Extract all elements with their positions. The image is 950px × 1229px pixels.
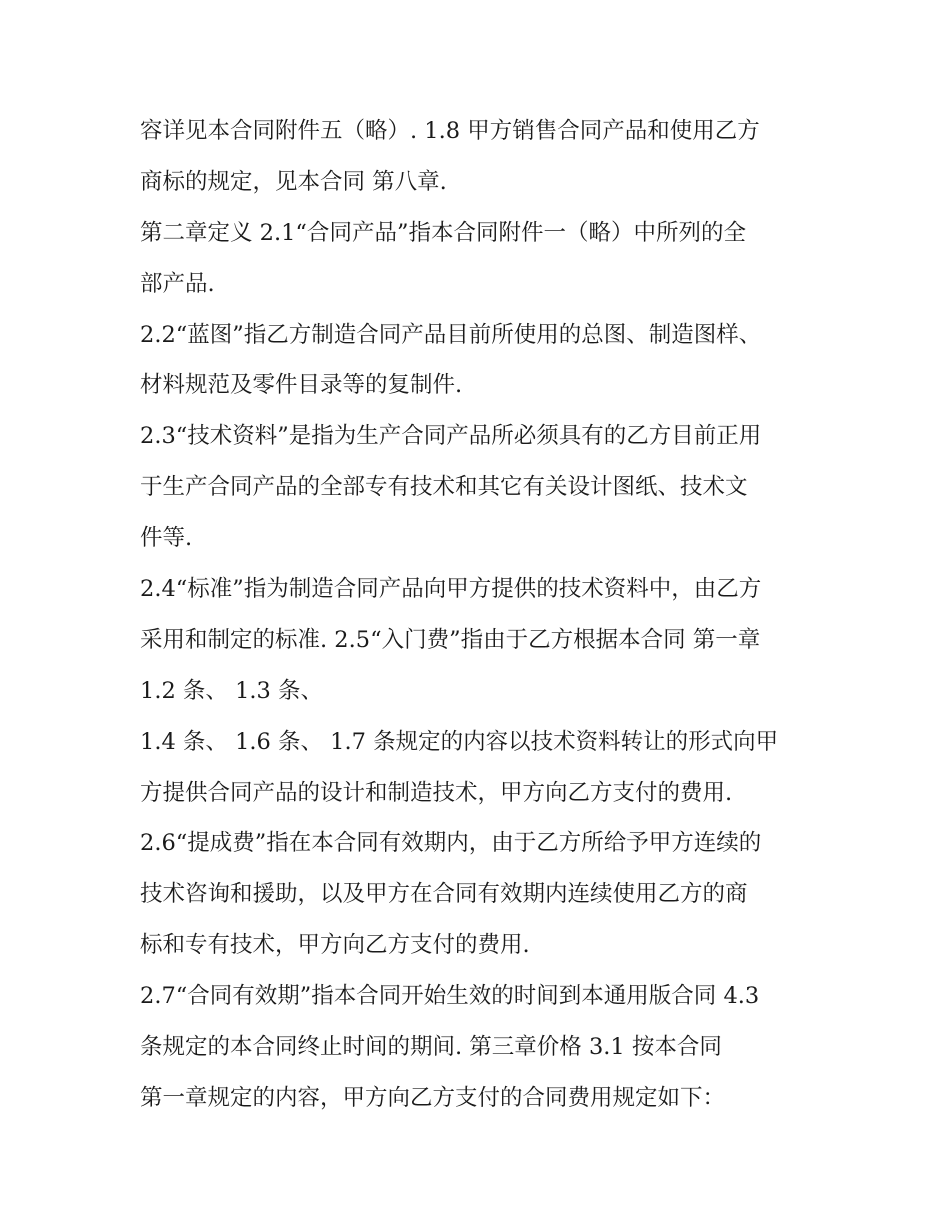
text-line: 商标的规定，见本合同 第八章. (140, 168, 447, 195)
text-line: 标和专有技术，甲方向乙方支付的费用. (140, 932, 530, 959)
text-line: 第二章定义 2.1“合同产品”指本合同附件一（略）中所列的全 (140, 219, 746, 246)
document-body (140, 106, 830, 1124)
text-line: 2.6“提成费”指在本合同有效期内，由于乙方所给予甲方连续的 (140, 830, 762, 857)
text-line: 2.2“蓝图”指乙方制造合同产品目前所使用的总图、制造图样、 (140, 321, 762, 348)
text-line: 材料规范及零件目录等的复制件. (140, 372, 463, 399)
text-line: 件等. (140, 525, 193, 552)
text-line: 技术咨询和援助，以及甲方在合同有效期内连续使用乙方的商 (140, 881, 748, 908)
text-line: 条规定的本合同终止时间的期间. 第三章价格 3.1 按本合同 (140, 1034, 722, 1061)
text-line: 容详见本合同附件五（略）. 1.8 甲方销售合同产品和使用乙方 (140, 118, 760, 144)
text-line: 部产品. (140, 270, 215, 297)
text-line: 2.7“合同有效期”指本合同开始生效的时间到本通用版合同 4.3 (140, 983, 760, 1010)
text-line: 2.3“技术资料”是指为生产合同产品所必须具有的乙方目前正用 (140, 423, 762, 450)
text-line: 1.2 条、 1.3 条、 (140, 677, 324, 704)
text-line: 2.4“标准”指为制造合同产品向甲方提供的技术资料中，由乙方 (140, 576, 762, 603)
text-line: 1.4 条、 1.6 条、 1.7 条规定的内容以技术资料转让的形式向甲 (140, 728, 779, 755)
text-line: 于生产合同产品的全部专有技术和其它有关设计图纸、技术文 (140, 474, 748, 501)
text-line: 采用和制定的标准. 2.5“入门费”指由于乙方根据本合同 第一章 (140, 626, 761, 653)
text-line: 第一章规定的内容，甲方向乙方支付的合同费用规定如下： (140, 1084, 726, 1111)
text-line: 方提供合同产品的设计和制造技术，甲方向乙方支付的费用. (140, 779, 733, 806)
